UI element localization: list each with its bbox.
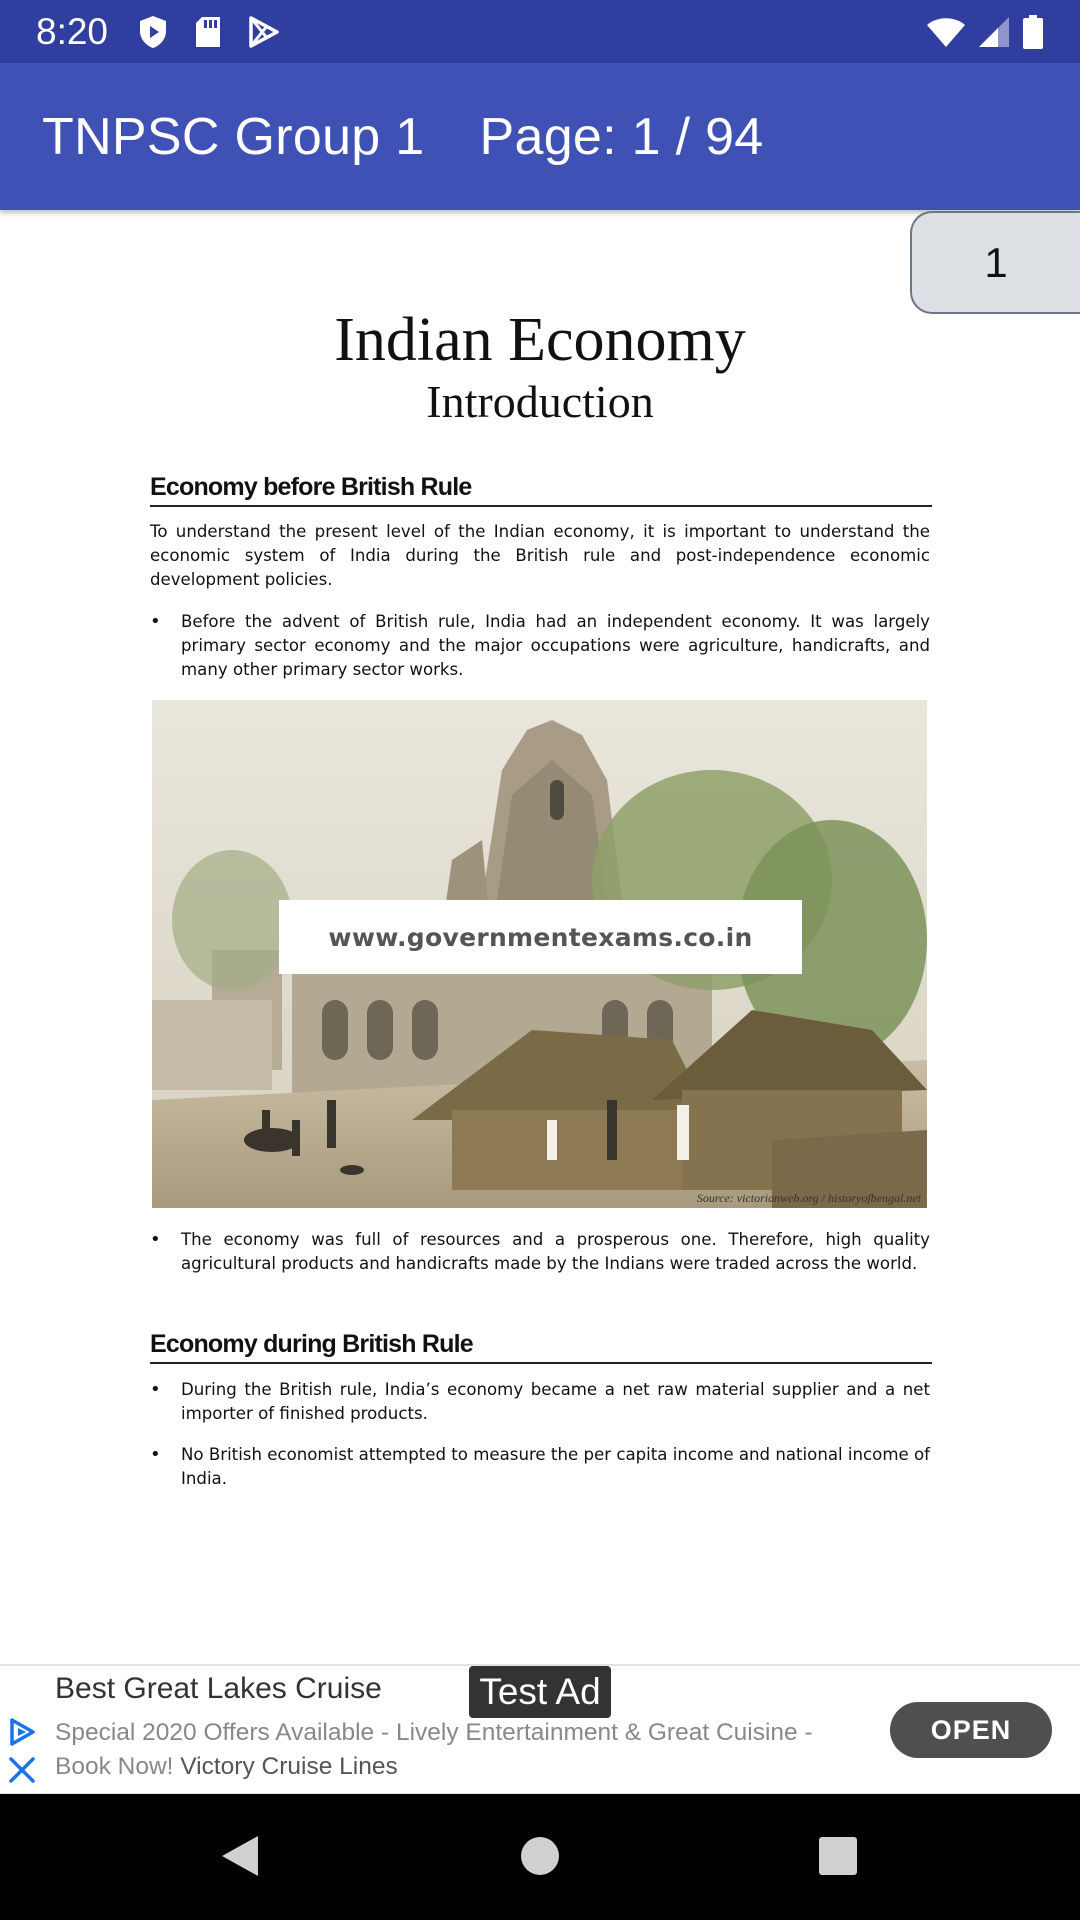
notification-icons bbox=[138, 15, 280, 49]
shield-play-icon bbox=[138, 15, 168, 49]
system-icons bbox=[926, 15, 1044, 49]
ad-open-button[interactable]: OPEN bbox=[890, 1702, 1052, 1758]
page-indicator: Page: 1 / 94 bbox=[479, 107, 764, 166]
home-icon[interactable] bbox=[518, 1832, 562, 1880]
bullet-text: No British economist attempted to measure the per capita income and national income of India. bbox=[181, 1445, 930, 1488]
navigation-bar bbox=[0, 1794, 1080, 1920]
recents-icon[interactable] bbox=[816, 1832, 860, 1880]
bullet-dot: • bbox=[150, 1229, 161, 1250]
sd-card-icon bbox=[194, 16, 222, 48]
back-icon[interactable] bbox=[218, 1832, 262, 1880]
bullet-item bbox=[150, 1378, 930, 1426]
play-store-icon bbox=[248, 16, 280, 48]
cell-signal-icon bbox=[978, 16, 1010, 48]
ad-description: Special 2020 Offers Available - Lively Entertainment & Great Cuisine - Book Now! bbox=[55, 1719, 813, 1780]
section-heading: Economy during British Rule bbox=[150, 1330, 932, 1364]
wifi-icon bbox=[926, 16, 966, 48]
bullet-item bbox=[150, 610, 930, 682]
bullet-dot: • bbox=[150, 1379, 161, 1400]
bullet-text: During the British rule, India’s economy became a net raw material supplier and a net importer of finished products. bbox=[181, 1380, 930, 1423]
ad-body[interactable] bbox=[55, 1716, 875, 1784]
battery-icon bbox=[1022, 15, 1044, 49]
status-bar bbox=[0, 0, 1080, 63]
test-ad-label: Test Ad bbox=[469, 1666, 611, 1718]
document-title: Indian Economy bbox=[334, 306, 746, 374]
image-caption: Source: victorianweb.org / historyofbengal.net bbox=[696, 1191, 921, 1205]
bullet-text: Before the advent of British rule, India had an independent economy. It was largely primary sector economy and the major occupations were agriculture, handicrafts, and many other primary sector works. bbox=[181, 612, 930, 679]
bullet-item bbox=[150, 1443, 930, 1491]
status-time: 8:20 bbox=[36, 10, 109, 52]
bullet-text: The economy was full of resources and a prosperous one. Therefore, high quality agricultural products and handicrafts made by the Indians were traded across the world. bbox=[181, 1230, 930, 1273]
ad-advertiser: Victory Cruise Lines bbox=[180, 1753, 398, 1780]
bullet-dot: • bbox=[150, 611, 161, 632]
ad-banner[interactable] bbox=[0, 1664, 1080, 1794]
bullet-dot: • bbox=[150, 1444, 161, 1465]
close-icon[interactable] bbox=[8, 1756, 36, 1784]
document-subtitle: Introduction bbox=[426, 376, 654, 427]
page-number-badge[interactable]: 1 bbox=[910, 211, 1080, 314]
pdf-page[interactable] bbox=[0, 210, 1080, 1665]
paragraph: To understand the present level of the Indian economy, it is important to understand the economic system of India during the British rule and post-independence economic development policies. bbox=[150, 522, 930, 589]
section-heading: Economy before British Rule bbox=[150, 473, 932, 507]
ad-headline[interactable]: Best Great Lakes Cruise bbox=[55, 1672, 382, 1705]
bullet-item bbox=[150, 1228, 930, 1276]
ad-choices-icon[interactable] bbox=[6, 1716, 38, 1748]
app-title: TNPSC Group 1 bbox=[42, 107, 425, 166]
historical-illustration bbox=[152, 700, 927, 1208]
watermark-text: www.governmentexams.co.in bbox=[279, 900, 802, 974]
app-bar bbox=[0, 63, 1080, 210]
